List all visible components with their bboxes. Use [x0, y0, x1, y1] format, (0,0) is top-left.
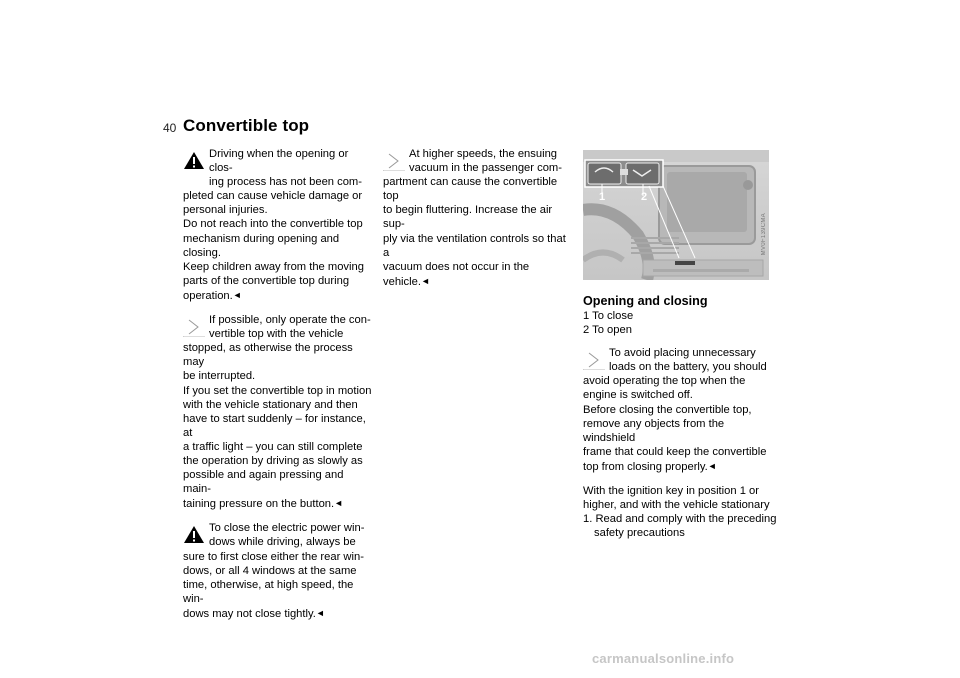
end-marker: ◄	[315, 607, 325, 618]
line: At higher speeds, the ensuing	[409, 148, 558, 160]
list-item: 1 To close	[583, 310, 634, 322]
info-note-1	[183, 313, 373, 511]
warning-triangle-icon	[183, 150, 205, 171]
line: If possible, only operate the con-	[209, 314, 371, 327]
step-line: safety precautions	[594, 527, 685, 540]
note-arrow-icon	[183, 316, 205, 337]
warning-note-1	[183, 147, 373, 303]
line: Keep children away from the moving	[183, 260, 364, 273]
page-number: 40	[163, 121, 177, 135]
note-arrow-icon	[583, 349, 605, 370]
line: dows, or all 4 windows at the same	[183, 564, 357, 577]
line: sure to first close either the rear win-	[183, 550, 364, 563]
paragraph-line: higher, and with the vehicle stationary	[583, 499, 770, 512]
line: frame that could keep the convertible	[583, 445, 767, 458]
line: the operation by driving as slowly as	[183, 454, 363, 467]
line: To close the electric power win-	[209, 522, 365, 535]
line: mechanism during opening and closing.	[183, 232, 340, 259]
warning-note-2	[183, 521, 373, 621]
line: pleted can cause vehicle damage or	[183, 190, 363, 203]
line: possible and again pressing and main-	[183, 469, 344, 496]
line: engine is switched off.	[583, 389, 693, 402]
line: personal injuries.	[183, 204, 268, 217]
column-1	[183, 147, 373, 631]
line: loads on the battery, you should	[609, 361, 767, 374]
line: to begin fluttering. Increase the air sup-	[383, 204, 553, 231]
step-line: 1. Read and comply with the preceding	[583, 513, 777, 526]
line: parts of the convertible top during	[183, 274, 350, 287]
line: vertible top with the vehicle	[209, 328, 344, 341]
info-note-2	[383, 147, 575, 289]
callout-label-1: 1	[599, 191, 606, 203]
line: taining pressure on the button.◄	[183, 498, 344, 511]
line: ply via the ventilation controls so that a	[383, 232, 566, 259]
info-note-3	[583, 346, 778, 474]
column-2	[383, 147, 575, 299]
line: operation.◄	[183, 289, 242, 302]
end-marker: ◄	[232, 289, 242, 300]
line: Driving when the opening or clos-	[209, 148, 349, 175]
line: Before closing the convertible top,	[583, 403, 752, 416]
section-heading: Opening and closing	[583, 294, 708, 308]
line: have to start suddenly – for instance, at	[183, 412, 366, 439]
end-marker: ◄	[334, 498, 344, 509]
warning-triangle-icon	[183, 524, 205, 545]
line: top from closing properly.◄	[583, 460, 717, 473]
line: dows may not close tightly.◄	[183, 607, 325, 620]
note-arrow-icon	[383, 150, 405, 171]
line: avoid operating the top when the	[583, 375, 746, 388]
paragraph-line: With the ignition key in position 1 or	[583, 485, 759, 498]
end-marker: ◄	[707, 460, 717, 471]
line: Do not reach into the convertible top	[183, 218, 363, 231]
line: remove any objects from the windshield	[583, 417, 725, 444]
line: with the vehicle stationary and then	[183, 398, 358, 411]
callout-label-2: 2	[641, 191, 648, 203]
line: ing process has not been com-	[209, 176, 362, 189]
image-code: MV0F139CMA	[761, 213, 767, 256]
line: dows while driving, always be	[209, 536, 356, 549]
watermark: carmanualsonline.info	[592, 651, 735, 666]
line: To avoid placing unnecessary	[609, 347, 756, 360]
line: time, otherwise, at high speed, the win-	[183, 578, 354, 605]
end-marker: ◄	[420, 275, 430, 286]
line: vacuum does not occur in the vehicle.◄	[383, 260, 530, 288]
page-title: Convertible top	[183, 116, 310, 135]
line: If you set the convertible top in motion	[183, 384, 372, 397]
line: stopped, as otherwise the process may	[183, 342, 353, 369]
line: partment can cause the convertible top	[383, 176, 558, 203]
dashboard-photo	[583, 150, 769, 280]
line: vacuum in the passenger com-	[409, 162, 562, 175]
line: a traffic light – you can still complete	[183, 440, 363, 453]
column-3	[583, 294, 778, 540]
line: be interrupted.	[183, 370, 256, 383]
list-item: 2 To open	[583, 324, 632, 337]
dashboard-illustration	[583, 150, 769, 280]
